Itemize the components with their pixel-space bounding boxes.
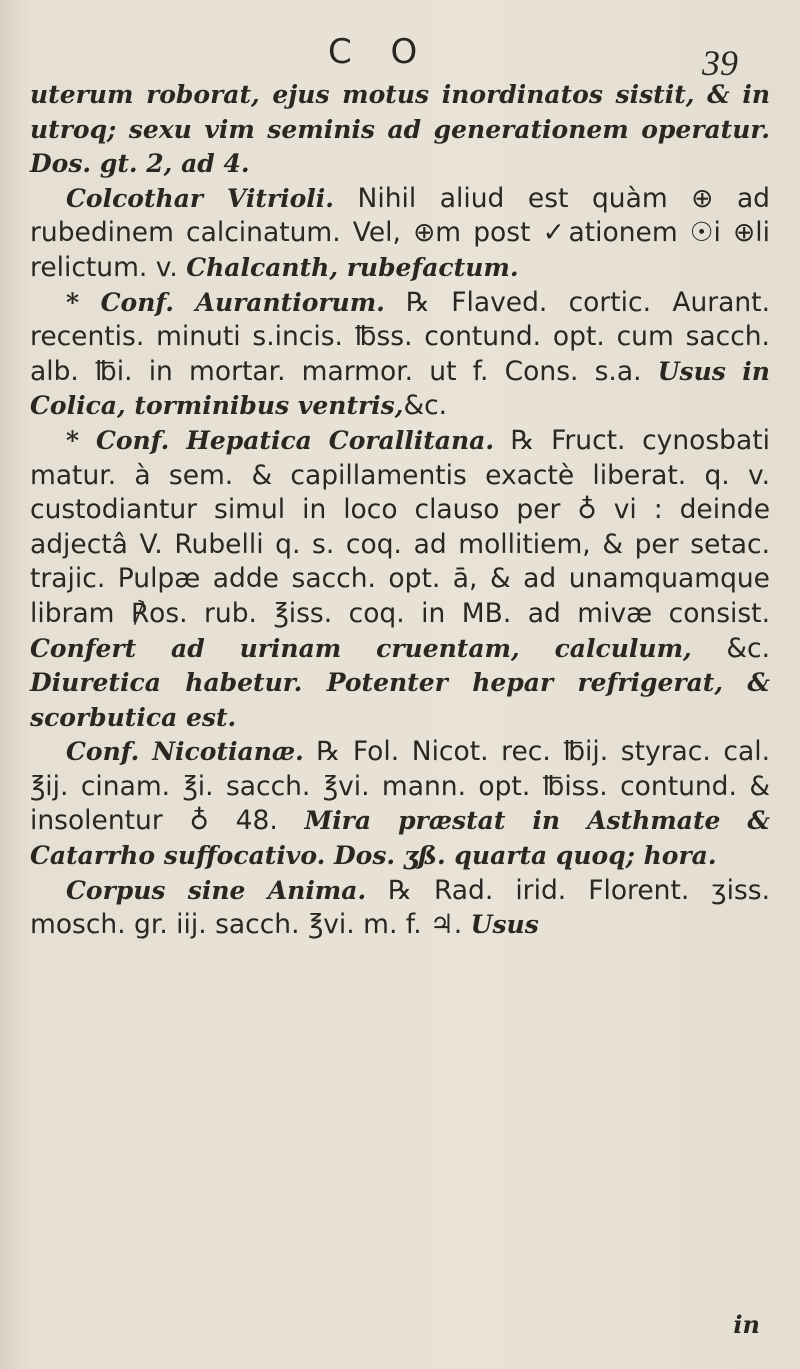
section-letters: C O bbox=[328, 32, 432, 72]
roman-text: ℞ Fol. Nicot. rec. ℔ij. styrac. cal. ℥ij. cinam. ℥i. sacch. ℥vi. mann. opt. ℔iss. contund. & insolentur ♁ 48. bbox=[30, 736, 770, 837]
italic-text: Colcothar Vitrioli. bbox=[66, 183, 334, 213]
paragraph bbox=[30, 424, 770, 735]
italic-text: Chalcanth, rubefactum. bbox=[186, 252, 519, 282]
italic-text: * Conf. Aurantiorum. bbox=[66, 287, 385, 317]
roman-text: Nihil aliud est quàm ⊕ ad rubedinem calcinatum. Vel, ⊕m post ✓ationem ☉i ⊕li relictum. v. bbox=[30, 182, 771, 283]
italic-text: Mira præstat in Asthmate & Catarrho suffocativo. Dos. ʒß. quarta quoq; hora. bbox=[30, 806, 771, 871]
body-text bbox=[30, 78, 770, 943]
paragraph bbox=[30, 735, 770, 873]
paragraph bbox=[30, 874, 770, 943]
catchword: in bbox=[733, 1310, 760, 1339]
paragraph bbox=[30, 78, 770, 182]
roman-text: ℞ Flaved. cortic. Aurant. recentis. minuti s.incis. ℔ss. contund. opt. cum sacch. alb. ℔i. in mortar. marmor. ut f. Cons. s.a. bbox=[30, 286, 770, 387]
italic-text: Corpus sine Anima. bbox=[66, 875, 367, 905]
roman-text: &c. bbox=[691, 632, 770, 664]
italic-text: Confert ad urinam cruentam, calculum, bbox=[30, 633, 692, 663]
paragraph bbox=[30, 286, 770, 424]
roman-text: ℞ Rad. irid. Florent. ʒiss. mosch. gr. iij. sacch. ℥vi. m. f. ♃. bbox=[30, 874, 770, 941]
page-number: 39 bbox=[702, 43, 738, 83]
italic-text: * Conf. Hepatica Corallitana. bbox=[66, 425, 495, 455]
paragraph bbox=[30, 182, 770, 286]
roman-text: ℞ Fruct. cynosbati matur. à sem. & capillamentis exactè liberat. q. v. custodiantur simul in loco clauso per ♁ vi : deinde adjectâ V. Rubelli q. s. coq. ad mollitiem, & per setac. trajic. Pulpæ adde sacch. opt. ā, & ad unamquamque libram ℟os. rub. ℥iss. coq. in MB. ad mivæ consist. bbox=[30, 424, 770, 629]
running-head bbox=[0, 22, 800, 82]
italic-text: uterum roborat, ejus motus inordinatos sistit, & in utroq; sexu vim seminis ad generationem operatur. Dos. gt. 2, ad 4. bbox=[30, 80, 770, 179]
roman-text: &c. bbox=[403, 390, 448, 422]
italic-text: Usus in Colica, torminibus ventris, bbox=[30, 356, 770, 421]
italic-text: Usus bbox=[470, 910, 539, 940]
italic-text: Diuretica habetur. Potenter hepar refrigerat, & scorbutica est. bbox=[30, 668, 770, 732]
italic-text: Conf. Nicotianæ. bbox=[66, 737, 304, 767]
